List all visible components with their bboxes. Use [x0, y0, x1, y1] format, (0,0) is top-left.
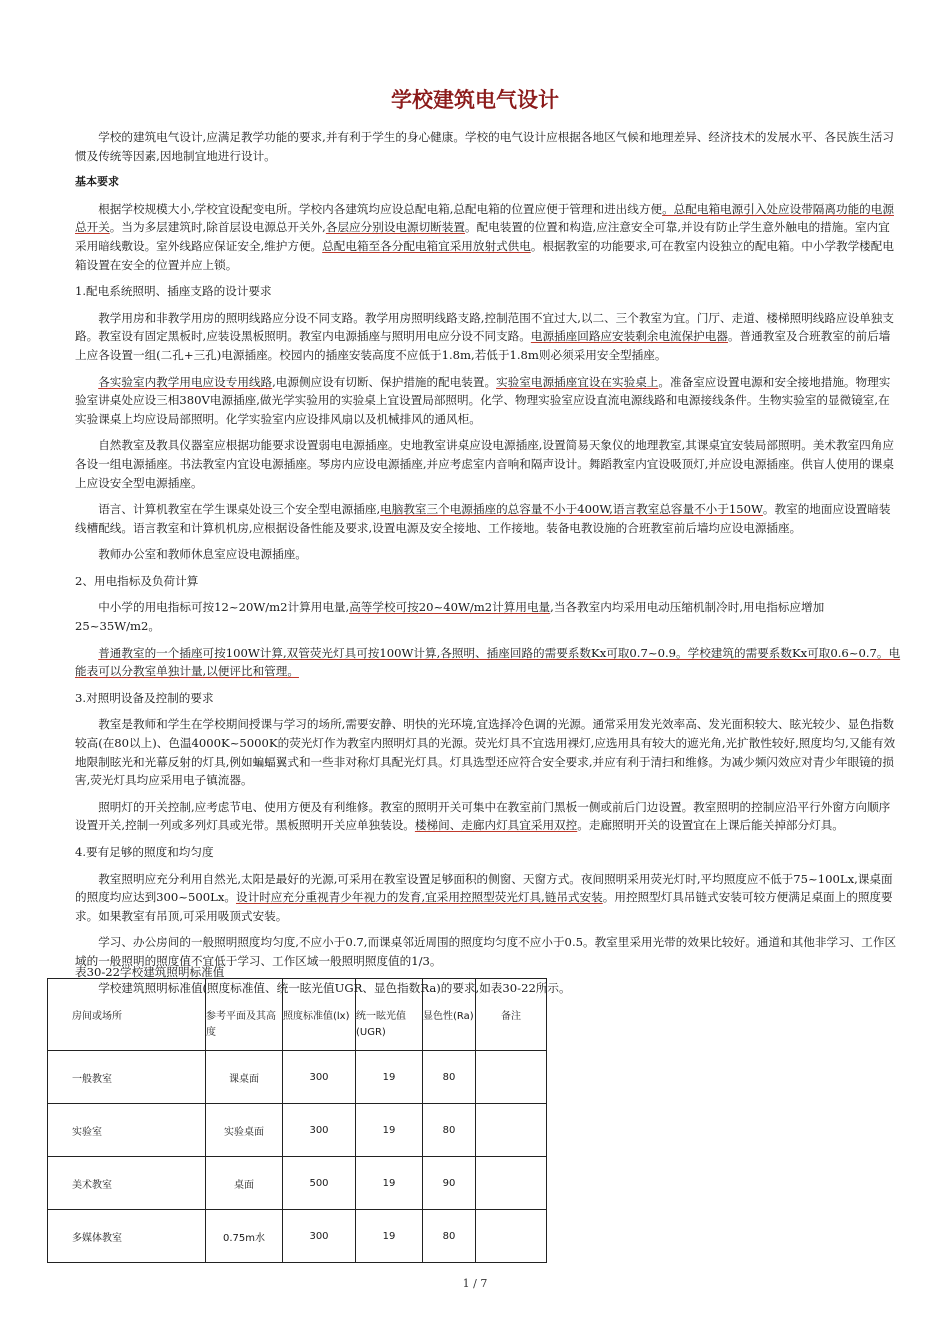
table-row: [48, 1210, 547, 1263]
table-cell: [476, 1157, 547, 1210]
table-cell: 19: [356, 1104, 423, 1157]
table-cell: 90: [423, 1157, 476, 1210]
section-heading-3: 3.对照明设备及控制的要求: [75, 690, 214, 705]
paragraph-3b: 照明灯的开关控制,应考虑节电、使用方便及有利维修。教室的照明开关可集中在教室前门黑板一侧或前后门边设置。教室照明的控制应沿平行外窗方向顺序设置开关,控制一列或多列灯具或光带。黑板照明开关应单独装设。楼梯间、走廊内灯具宜采用双控。走廊照明开关的设置宜在上课后能关掉部分灯具。: [75, 799, 891, 833]
table-cell: 多媒体教室: [48, 1210, 206, 1263]
intro-paragraph: 学校的建筑电气设计,应满足教学功能的要求,并有利于学生的身心健康。学校的电气设计应根据各地区气候和地理差异、经济技术的发展水平、各民族生活习惯及传统等因素,因地制宜地进行设计。: [75, 130, 894, 163]
paragraph-1e: 教师办公室和教师休息室应设电源插座。: [98, 547, 307, 562]
table-cell: 0.75m水: [206, 1210, 283, 1263]
table-cell: 80: [423, 1104, 476, 1157]
paragraph-1b: 各实验室内教学用电应设专用线路,电源侧应设有切断、保护措施的配电装置。实验室电源插座宜设在实验桌上。准备室应设置电源和安全接地措施。物理实验室讲桌处应设三相380V电源插座,做光学实验用的实验桌上宜设置局部照明。化学、物理实验室应设直流电源线路和电源接线条件。生物实验室的显微镜室,在实验课桌上均应设局部照明。化学实验室内应设排风扇以及机械排风的通风柜。: [75, 374, 891, 426]
table-cell: 300: [283, 1051, 356, 1104]
section-heading-2: 2、用电指标及负荷计算: [75, 573, 199, 588]
header-cell: 显色性(Ra): [423, 979, 476, 1051]
paragraph-1d: 语言、计算机教室在学生课桌处设三个安全型电源插座,电脑教室三个电源插座的总容量不小于400W,语言教室总容量不小于150W。教室的地面应设置暗装线槽配线。语言教室和计算机机房,应根据设备性能及要求,设置电源及安全接地、工作接地。装备电教设施的合班教室前后墙均应设电源插座。: [75, 502, 891, 535]
table-cell: 300: [283, 1210, 356, 1263]
section-heading-4: 4.要有足够的照度和均匀度: [75, 845, 214, 859]
table-cell: 300: [283, 1104, 356, 1157]
table-cell: [476, 1104, 547, 1157]
paragraph-basic: 根据学校规模大小,学校宜设配变电所。学校内各建筑均应设总配电箱,总配电箱的位置应便于管理和进出线方便。总配电箱电源引入处应设带隔离功能的电源总开关。当为多层建筑时,除首层设电源总开关外,各层应分别设电源切断装置。配电装置的位置和构造,应注意安全可靠,并设有防止学生意外触电的措施。室内宜采用暗线敷设。室外线路应保证安全,维护方便。总配电箱至各分配电箱宜采用放射式供电。根据教室的功能要求,可在教室内设独立的配电箱。中小学教学楼配电箱设置在安全的位置并应上锁。: [75, 201, 894, 272]
table-cell: 19: [356, 1210, 423, 1263]
table-cell: 实验室: [48, 1104, 206, 1157]
document-body: [75, 128, 901, 1005]
table-cell: [476, 1051, 547, 1104]
paragraph-2a: 中小学的用电指标可按12~20W/m2计算用电量,高等学校可按20~40W/m2计算用电量,当各教室内均采用电动压缩机制冷时,用电指标应增加25~35W/m2。: [75, 600, 825, 634]
paragraph-4c: 学校建筑照明标准值(照度标准值、统一眩光值UGR、显色指数Ra)的要求,如表30-22所示。: [98, 980, 571, 995]
paragraph-3a: 教室是教师和学生在学校期间授课与学习的场所,需要安静、明快的光环境,宜选择冷色调的光源。通常采用发光效率高、发光面积较大、眩光较少、显色指数较高(在80以上)、色温4000K~5000K的荧光灯作为教室内照明灯具的光源。荧光灯具不宜选用裸灯,应选用具有较大的遮光角,光扩散性较好,照度均匀,又能有效地限制眩光和光幕反射的灯具,例如蝙蝠翼式和一些非对称灯具配光灯具。灯具选型还应符合安全要求,并应有利于清扫和维修。为减少频闪效应对青少年眼镜的损害,荧光灯具均应采用电子镇流器。: [75, 717, 896, 788]
table-cell: 桌面: [206, 1157, 283, 1210]
section-heading-basic: 基本要求: [75, 175, 119, 189]
header-cell: 照度标准值(lx): [283, 979, 356, 1051]
table-row: [48, 1104, 547, 1157]
table-cell: 19: [356, 1157, 423, 1210]
table-caption: 表30-22学校建筑照明标准值: [75, 965, 225, 979]
lighting-standards-table: [47, 978, 547, 1263]
table-row: [48, 1051, 547, 1104]
header-cell: 统一眩光值(UGR): [356, 979, 423, 1051]
paragraph-2b: 普通教室的一个插座可按100W计算,双管荧光灯具可按100W计算,各照明、插座回路的需要系数Kx可取0.7~0.9。学校建筑的需要系数Kx可取0.6~0.7。电能表可以分教室单独计量,以便评比和管理。: [75, 645, 901, 679]
header-cell: 备注: [476, 979, 547, 1051]
section-heading-1: 1.配电系统照明、插座支路的设计要求: [75, 284, 272, 299]
table-cell: 实验桌面: [206, 1104, 283, 1157]
table-cell: 一般教室: [48, 1051, 206, 1104]
page-number: 1 / 7: [462, 1277, 488, 1290]
paragraph-4a: 教室照明应充分利用自然光,太阳是最好的光源,可采用在教室设置足够面积的侧窗、天窗方式。夜间照明采用荧光灯时,平均照度应不低于75~100Lx,课桌面的照度均应达到300~500Lx。设计时应充分重视青少年视力的发育,宜采用控照型荧光灯具,链吊式安装。用控照型灯具吊链式安装可较方便满足桌面上的照度要求。如果教室有吊顶,可采用吸顶式安装。: [75, 871, 893, 923]
paragraph-1a: 教学用房和非教学用房的照明线路应分设不同支路。教学用房照明线路支路,控制范围不宜过大,以二、三个教室为宜。门厅、走道、楼梯照明线路应设单独支路。教室设有固定黑板时,应装设黑板照明。教室内电源插座与照明用电应分设不同支路。电源插座回路应安装剩余电流保护电器。普通教室及合班教室的前后墙上应各设置一组(二孔+三孔)电源插座。校园内的插座安装高度不应低于1.8m,若低于1.8m则必须采用安全型插座。: [75, 310, 894, 362]
header-cell: 房间或场所: [48, 979, 206, 1051]
table-cell: 80: [423, 1051, 476, 1104]
paragraph-4b: 学习、办公房间的一般照明照度均匀度,不应小于0.7,而课桌邻近周围的照度均匀度不应小于0.5。教室里采用光带的效果比较好。通道和其他非学习、工作区域的一般照明的照度值不宜低于学习、工作区域一般照明照度值的1/3。: [75, 935, 897, 968]
header-cell: 参考平面及其高度: [206, 979, 283, 1051]
paragraph-1c: 自然教室及教具仪器室应根据功能要求设置弱电电源插座。史地教室讲桌应设电源插座,设置简易天象仪的地理教室,其课桌宜安装局部照明。美术教室四角应各设一组电源插座。书法教室内宜设电源插座。琴房内应设电源插座,并应考虑室内音响和隔声设计。舞蹈教室内宜设吸顶灯,并应设电源插座。供盲人使用的课桌上应设安全型电源插座。: [75, 438, 894, 490]
table-cell: [476, 1210, 547, 1263]
table-cell: 美术教室: [48, 1157, 206, 1210]
table-cell: 19: [356, 1051, 423, 1104]
table-cell: 80: [423, 1210, 476, 1263]
table-cell: 课桌面: [206, 1051, 283, 1104]
table-header-row: [48, 979, 547, 1051]
table-cell: 500: [283, 1157, 356, 1210]
table-row: [48, 1157, 547, 1210]
page-title: 学校建筑电气设计: [391, 88, 559, 112]
